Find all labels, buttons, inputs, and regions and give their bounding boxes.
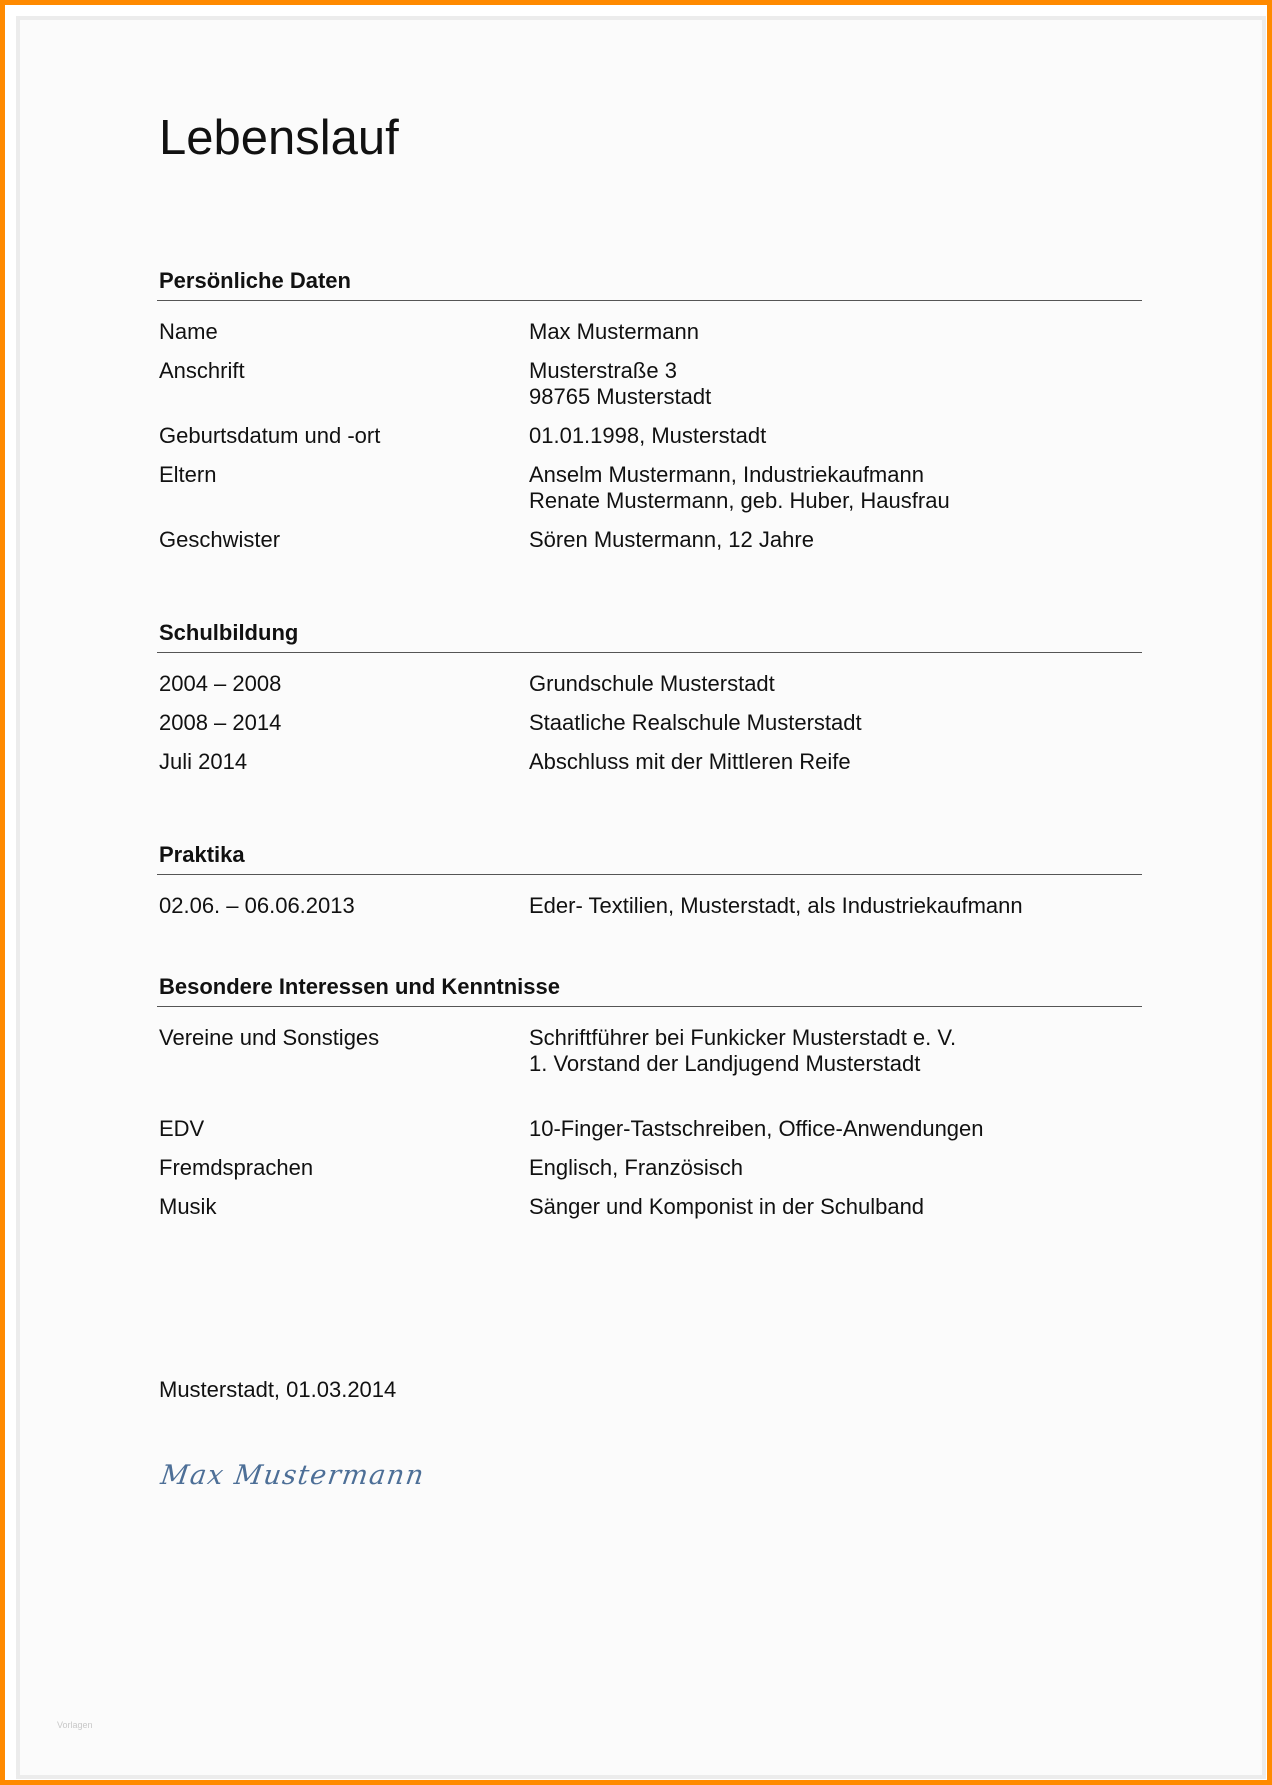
row-value	[529, 1116, 1142, 1142]
internship-row	[157, 893, 1142, 919]
row-label: 02.06. – 06.06.2013	[159, 893, 355, 918]
section-school	[157, 620, 1142, 788]
watermark: Vorlagen	[57, 1720, 93, 1730]
personal-row-siblings	[157, 527, 1142, 553]
value-line: Englisch, Französisch	[529, 1155, 743, 1180]
interests-row-music	[157, 1194, 1142, 1220]
value-line: Sören Mustermann, 12 Jahre	[529, 527, 814, 552]
row-value	[529, 423, 1142, 449]
section-interests	[157, 974, 1142, 1233]
value-line: Renate Mustermann, geb. Huber, Hausfrau	[529, 488, 950, 513]
value-line: Abschluss mit der Mittleren Reife	[529, 749, 851, 774]
value-line: Grundschule Musterstadt	[529, 671, 775, 696]
interests-row-edv	[157, 1116, 1142, 1142]
personal-row-address	[157, 358, 1142, 410]
personal-row-birth	[157, 423, 1142, 449]
row-label: Vereine und Sonstiges	[159, 1025, 380, 1050]
row-value	[529, 749, 1142, 775]
row-value	[529, 358, 1142, 410]
interests-row-clubs	[157, 1025, 1142, 1077]
row-label: EDV	[159, 1116, 205, 1141]
row-label: Anschrift	[159, 358, 245, 383]
place-and-date: Musterstadt, 01.03.2014	[159, 1377, 397, 1402]
row-value	[529, 671, 1142, 697]
section-heading: Schulbildung	[157, 620, 1142, 653]
signature: Max Mustermann	[158, 1460, 427, 1491]
school-row	[157, 710, 1142, 736]
row-label: Eltern	[159, 462, 217, 487]
personal-row-name	[157, 319, 1142, 345]
section-personal-data	[157, 268, 1142, 566]
row-label: Juli 2014	[159, 749, 248, 774]
row-value	[529, 710, 1142, 736]
value-line: 01.01.1998, Musterstadt	[529, 423, 767, 448]
value-line: Max Mustermann	[529, 319, 699, 344]
section-heading: Persönliche Daten	[157, 268, 1142, 301]
row-label: Geschwister	[159, 527, 281, 552]
row-label: Musik	[159, 1194, 217, 1219]
section-heading: Praktika	[157, 842, 1142, 875]
section-heading: Besondere Interessen und Kenntnisse	[157, 974, 1142, 1007]
row-label: Fremdsprachen	[159, 1155, 314, 1180]
interests-row-languages	[157, 1155, 1142, 1181]
row-label: Name	[159, 319, 218, 344]
row-value	[529, 1155, 1142, 1181]
section-internships	[157, 842, 1142, 932]
row-label: 2008 – 2014	[159, 710, 282, 735]
row-value	[529, 893, 1142, 919]
row-label: 2004 – 2008	[159, 671, 282, 696]
row-label: Geburtsdatum und -ort	[159, 423, 381, 448]
value-line: 10-Finger-Tastschreiben, Office-Anwendungen	[529, 1116, 984, 1141]
row-value	[529, 1025, 1142, 1077]
value-line: Anselm Mustermann, Industriekaufmann	[529, 462, 924, 487]
page-title: Lebenslauf	[159, 111, 399, 165]
value-line: Staatliche Realschule Musterstadt	[529, 710, 862, 735]
value-line: Schriftführer bei Funkicker Musterstadt e. V.	[529, 1025, 957, 1050]
value-line: 1. Vorstand der Landjugend Musterstadt	[529, 1051, 921, 1076]
value-line: Sänger und Komponist in der Schulband	[529, 1194, 925, 1219]
value-line: Musterstraße 3	[529, 358, 677, 383]
value-line: 98765 Musterstadt	[529, 384, 712, 409]
row-value	[529, 1194, 1142, 1220]
school-row	[157, 671, 1142, 697]
school-row	[157, 749, 1142, 775]
value-line: Eder- Textilien, Musterstadt, als Industriekaufmann	[529, 893, 1023, 918]
row-value	[529, 527, 1142, 553]
row-value	[529, 462, 1142, 514]
personal-row-parents	[157, 462, 1142, 514]
row-value	[529, 319, 1142, 345]
